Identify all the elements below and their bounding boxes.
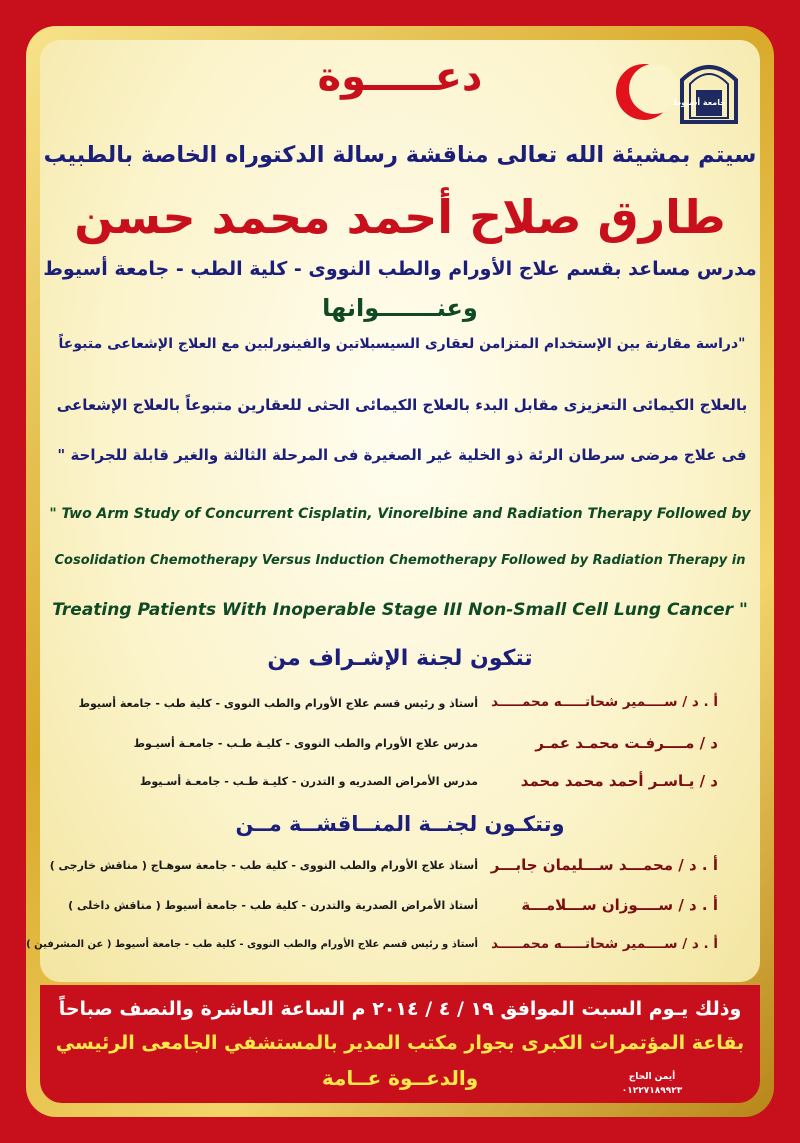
arabic-title-line: "دراسة مقارنة بين الإستخدام المتزامن لعقارى السيسبلاتين والفينورلبين مع العلاج الإشعاعى متبوعاً xyxy=(58,336,746,352)
header-logos xyxy=(614,56,744,128)
footer-date-line: وذلك يـوم السبت الموافق ١٩ / ٤ / ٢٠١٤ م الساعة العاشرة والنصف صباحاً xyxy=(58,998,742,1020)
arabic-title-line: بالعلاج الكيمائى التعزيزى مقابل البدء بالعلاج الكيمائى الحثى للعقارين متبوعاً بالعلاج الإشعاعى xyxy=(56,396,748,414)
supervision-heading: تتكون لجنة الإشـراف من xyxy=(267,646,533,671)
university-logo-text: جامعة أسيوط xyxy=(672,98,726,107)
member-name: د / يـاسـر أحمد محمد محمد xyxy=(520,772,718,790)
university-logo-icon xyxy=(672,56,742,128)
english-title-line: Cosolidation Chemotherapy Versus Induction Chemotherapy Followed by Radiation Therapy in xyxy=(54,553,746,568)
member-name: أ . د / ســــمير شحاتـــــه محمـــــد xyxy=(491,694,718,710)
english-title-line: " Two Arm Study of Concurrent Cisplatin, Vinorelbine and Radiation Therapy Followed by xyxy=(49,506,751,522)
supervisor-row xyxy=(40,772,760,796)
designer-phone: ٠١٢٢٧١٨٩٩٢٣ xyxy=(621,1086,683,1096)
examiner-row xyxy=(40,896,760,920)
member-role: أستاذ علاج الأورام والطب النووى - كلية طب - جامعة سوهـاج ( مناقش خارجى ) xyxy=(49,859,478,872)
english-title-line: Treating Patients With Inoperable Stage III Non-Small Cell Lung Cancer " xyxy=(52,600,748,620)
intro-line: سيتم بمشيئة الله تعالى مناقشة رسالة الدكتوراه الخاصة بالطبيب xyxy=(43,142,757,168)
supervisor-row xyxy=(40,734,760,758)
member-role: مدرس الأمراض الصدريه و التدرن - كليـة طـب - جامعـة أسـيوط xyxy=(139,775,478,788)
supervisor-row xyxy=(40,694,760,718)
member-name: د / مــــرفـت محمـد عمـر xyxy=(535,734,718,752)
invitation-title: دعـــــوة xyxy=(317,54,483,100)
member-role: مدرس علاج الأورام والطب النووى - كليـة طـب - جامعـة أسيـوط xyxy=(133,737,478,750)
member-role: أستاذ و رئيس قسم علاج الأورام والطب النووى - كلية طب - جامعة أسيوط ( عن المشرفين ) xyxy=(26,939,478,950)
candidate-name: طارق صلاح أحمد محمد حسن xyxy=(74,190,726,244)
examiner-row xyxy=(40,856,760,880)
member-name: أ . د / ســــوزان ســـلامـــة xyxy=(521,896,718,914)
title-label: وعنـــــــوانها xyxy=(322,294,478,322)
designer-name: أيمن الحاج xyxy=(628,1072,676,1082)
member-role: أستاذ و رئيس قسم علاج الأورام والطب النووى - كلية طب - جامعة أسيوط xyxy=(78,697,478,710)
member-name: أ . د / ســــمير شحاتـــــه محمـــــد xyxy=(491,936,718,952)
member-role: أستاذ الأمراض الصدرية والتدرن - كلية طب - جامعة أسيوط ( مناقش داخلى ) xyxy=(68,899,478,912)
candidate-position: مدرس مساعد بقسم علاج الأورام والطب النووى - كلية الطب - جامعة أسيوط xyxy=(43,258,757,280)
examiner-row xyxy=(26,936,760,960)
footer-closing-line: والدعــوة عــامة xyxy=(321,1066,479,1090)
discussion-heading: وتتكـون لجنــة المنــاقشــة مــن xyxy=(235,812,565,836)
arabic-title-line: فى علاج مرضى سرطان الرئة ذو الخلية غير الصغيرة فى المرحلة الثالثة والغير قابلة للجراحة " xyxy=(57,446,747,464)
footer-venue-line: بقاعة المؤتمرات الكبرى بجوار مكتب المدير بالمستشفي الجامعى الرئيسي xyxy=(55,1032,745,1054)
member-name: أ . د / محمـــد ســـليمان جابـــر xyxy=(490,856,718,874)
